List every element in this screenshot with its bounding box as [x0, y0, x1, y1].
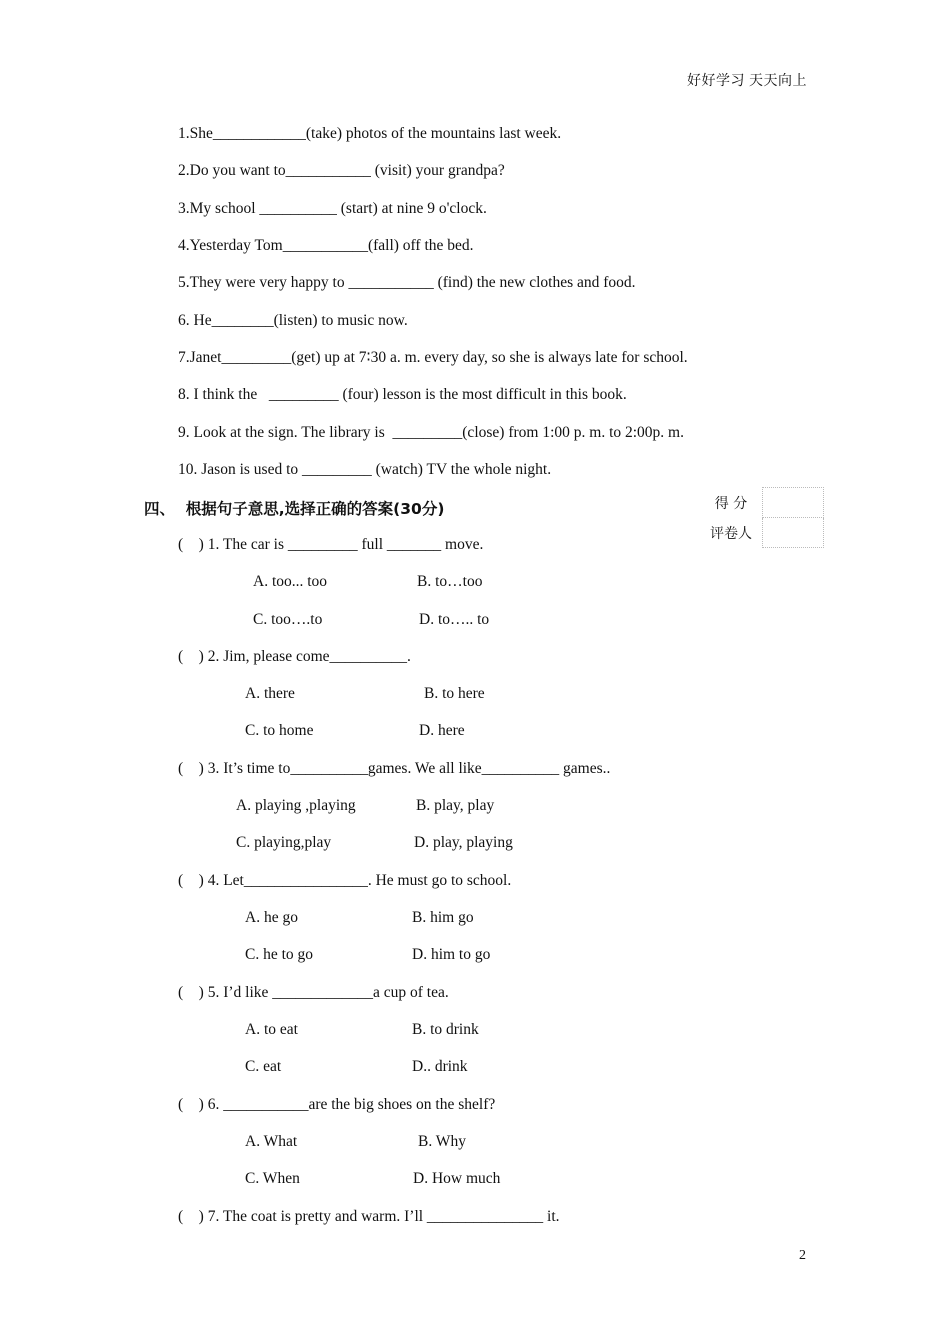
fill-in-item-3: 3.My school __________ (start) at nine 9 o'clock.	[178, 200, 487, 217]
score-box	[700, 487, 824, 547]
page-header: 好好学习 天天向上	[687, 74, 807, 89]
score-cell[interactable]	[763, 488, 824, 518]
question-5-option-b: B. to drink	[412, 1021, 479, 1038]
grader-cell[interactable]	[763, 518, 824, 548]
question-1-option-c: C. too….to	[253, 611, 323, 628]
fill-in-item-7: 7.Janet_________(get) up at 7∶30 a. m. every day, so she is always late for school.	[178, 349, 688, 366]
fill-in-item-9: 9. Look at the sign. The library is _________(close) from 1:00 p. m. to 2:00p. m.	[178, 424, 684, 441]
question-4-option-b: B. him go	[412, 909, 474, 926]
question-6-option-b: B. Why	[418, 1133, 466, 1150]
page-number: 2	[799, 1248, 806, 1263]
fill-in-item-10: 10. Jason is used to _________ (watch) TV the whole night.	[178, 461, 552, 478]
fill-in-item-8: 8. I think the _________ (four) lesson is the most difficult in this book.	[178, 386, 627, 403]
question-2-option-b: B. to here	[424, 685, 485, 702]
question-6-option-d: D. How much	[413, 1170, 501, 1187]
section-title: 四、 根据句子意思,选择正确的答案(30分)	[144, 500, 445, 518]
question-5-option-d: D.. drink	[412, 1058, 468, 1075]
question-7-stem: ( ) 7. The coat is pretty and warm. I’ll _______________ it.	[178, 1208, 560, 1225]
question-1-option-d: D. to….. to	[419, 611, 490, 628]
question-6-stem: ( ) 6. ___________are the big shoes on the shelf?	[178, 1096, 496, 1113]
question-2-option-d: D. here	[419, 722, 465, 739]
grader-label: 评卷人	[700, 518, 763, 548]
question-3-option-c: C. playing,play	[236, 834, 332, 851]
question-5-stem: ( ) 5. I’d like _____________a cup of tea.	[178, 984, 449, 1001]
fill-in-item-4: 4.Yesterday Tom___________(fall) off the bed.	[178, 237, 474, 254]
question-2-option-c: C. to home	[245, 722, 314, 739]
question-4-option-a: A. he go	[245, 909, 298, 926]
fill-in-item-1: 1.She____________(take) photos of the mountains last week.	[178, 125, 562, 142]
question-1-option-a: A. too... too	[253, 573, 328, 590]
question-3-option-b: B. play, play	[416, 797, 495, 814]
question-2-option-a: A. there	[245, 685, 295, 702]
fill-in-item-2: 2.Do you want to___________ (visit) your grandpa?	[178, 162, 505, 179]
question-6-option-c: C. When	[245, 1170, 300, 1187]
question-3-option-a: A. playing ,playing	[236, 797, 356, 814]
fill-in-item-6: 6. He________(listen) to music now.	[178, 312, 408, 329]
question-3-option-d: D. play, playing	[414, 834, 513, 851]
score-label: 得 分	[700, 488, 763, 518]
fill-in-item-5: 5.They were very happy to ___________ (find) the new clothes and food.	[178, 274, 636, 291]
question-4-stem: ( ) 4. Let________________. He must go to school.	[178, 872, 512, 889]
question-5-option-c: C. eat	[245, 1058, 282, 1075]
question-4-option-c: C. he to go	[245, 946, 314, 963]
question-1-option-b: B. to…too	[417, 573, 483, 590]
question-6-option-a: A. What	[245, 1133, 298, 1150]
question-1-stem: ( ) 1. The car is _________ full _______ move.	[178, 536, 484, 553]
question-3-stem: ( ) 3. It’s time to__________games. We all like__________ games..	[178, 760, 611, 777]
question-2-stem: ( ) 2. Jim, please come__________.	[178, 648, 411, 665]
question-4-option-d: D. him to go	[412, 946, 491, 963]
question-5-option-a: A. to eat	[245, 1021, 298, 1038]
